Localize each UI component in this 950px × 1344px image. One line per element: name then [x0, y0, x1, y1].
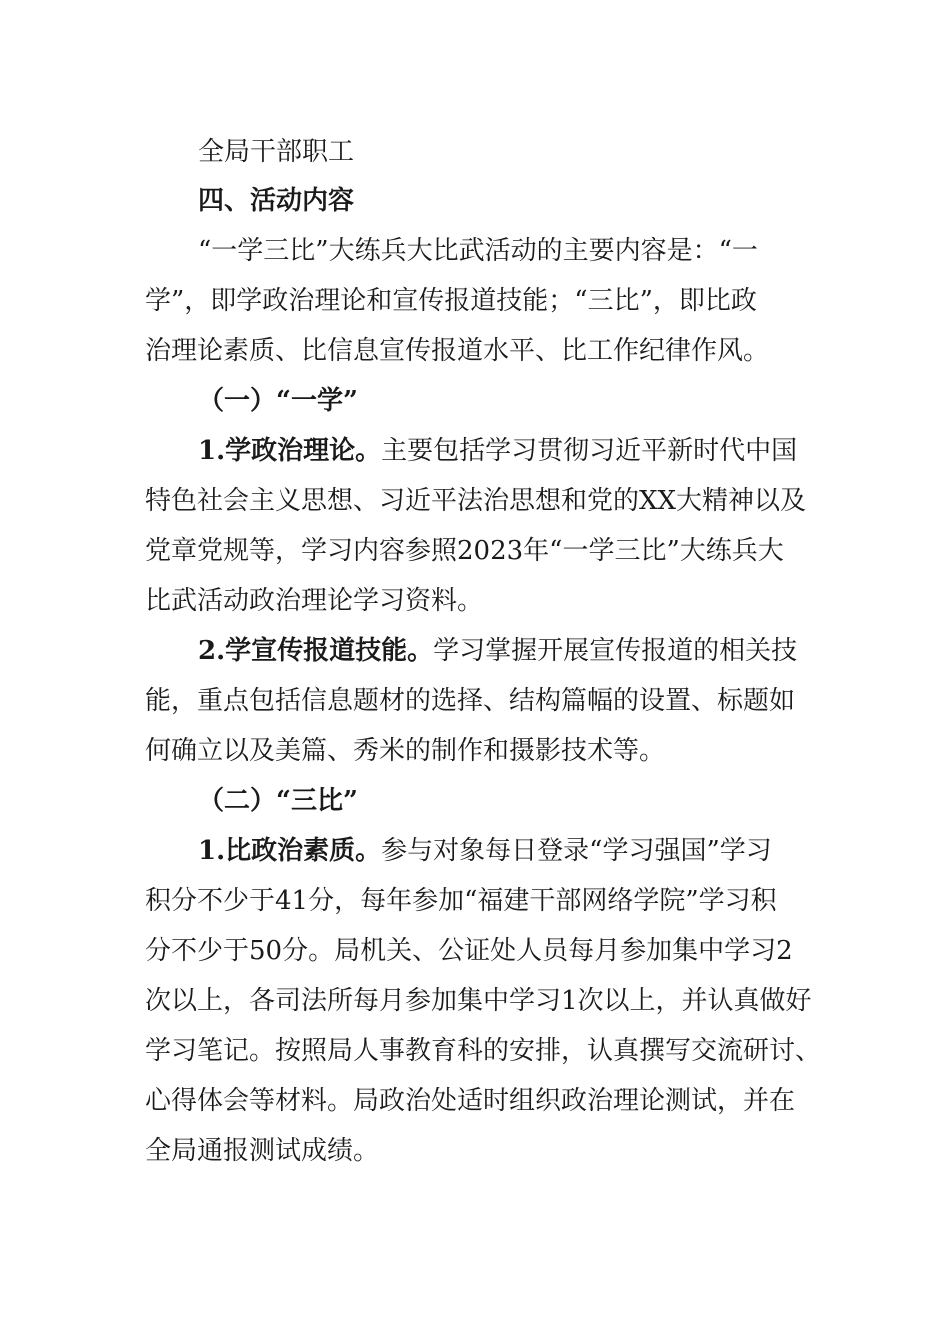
item-title: 2.学宣传报道技能。	[198, 636, 434, 666]
text-line: 党章党规等，学习内容参照2023年“一学三比”大练兵大	[145, 536, 784, 566]
text-line: 1.学政治理论。主要包括学习贯彻习近平新时代中国	[198, 436, 798, 466]
text-line: 全局干部职工	[198, 137, 355, 167]
text-line: 次以上，各司法所每月参加集中学习1次以上，并认真做好	[145, 986, 812, 1016]
text-line: 积分不少于41分，每年参加“福建干部网络学院”学习积	[145, 886, 777, 916]
text-line: “一学三比”大练兵大比武活动的主要内容是：“一	[198, 236, 758, 266]
subsection-heading: （二）“三比”	[198, 786, 358, 816]
text-line: 学习笔记。按照局人事教育科的安排，认真撰写交流研讨、	[145, 1036, 822, 1066]
text-line: 全局通报测试成绩。	[145, 1136, 380, 1166]
text-line: 1.比政治素质。参与对象每日登录“学习强国”学习	[198, 836, 772, 866]
item-title: 1.学政治理论。	[198, 436, 382, 466]
text-line: 分不少于50分。局机关、公证处人员每月参加集中学习2	[145, 936, 793, 966]
text-line: 比武活动政治理论学习资料。	[145, 586, 484, 616]
text-line: 能，重点包括信息题材的选择、结构篇幅的设置、标题如	[145, 686, 796, 716]
text-line: 特色社会主义思想、习近平法治思想和党的XX大精神以及	[145, 486, 807, 516]
text-line: 何确立以及美篇、秀米的制作和摄影技术等。	[145, 736, 666, 766]
text-line: 2.学宣传报道技能。学习掌握开展宣传报道的相关技	[198, 636, 798, 666]
subsection-heading: （一）“一学”	[198, 386, 358, 416]
text-line: 学”，即学政治理论和宣传报道技能；“三比”，即比政	[145, 286, 757, 316]
text-line: 治理论素质、比信息宣传报道水平、比工作纪律作风。	[145, 336, 770, 366]
text-line: 心得体会等材料。局政治处适时组织政治理论测试，并在	[145, 1086, 796, 1116]
item-title: 1.比政治素质。	[198, 836, 382, 866]
section-heading: 四、活动内容	[198, 186, 355, 216]
